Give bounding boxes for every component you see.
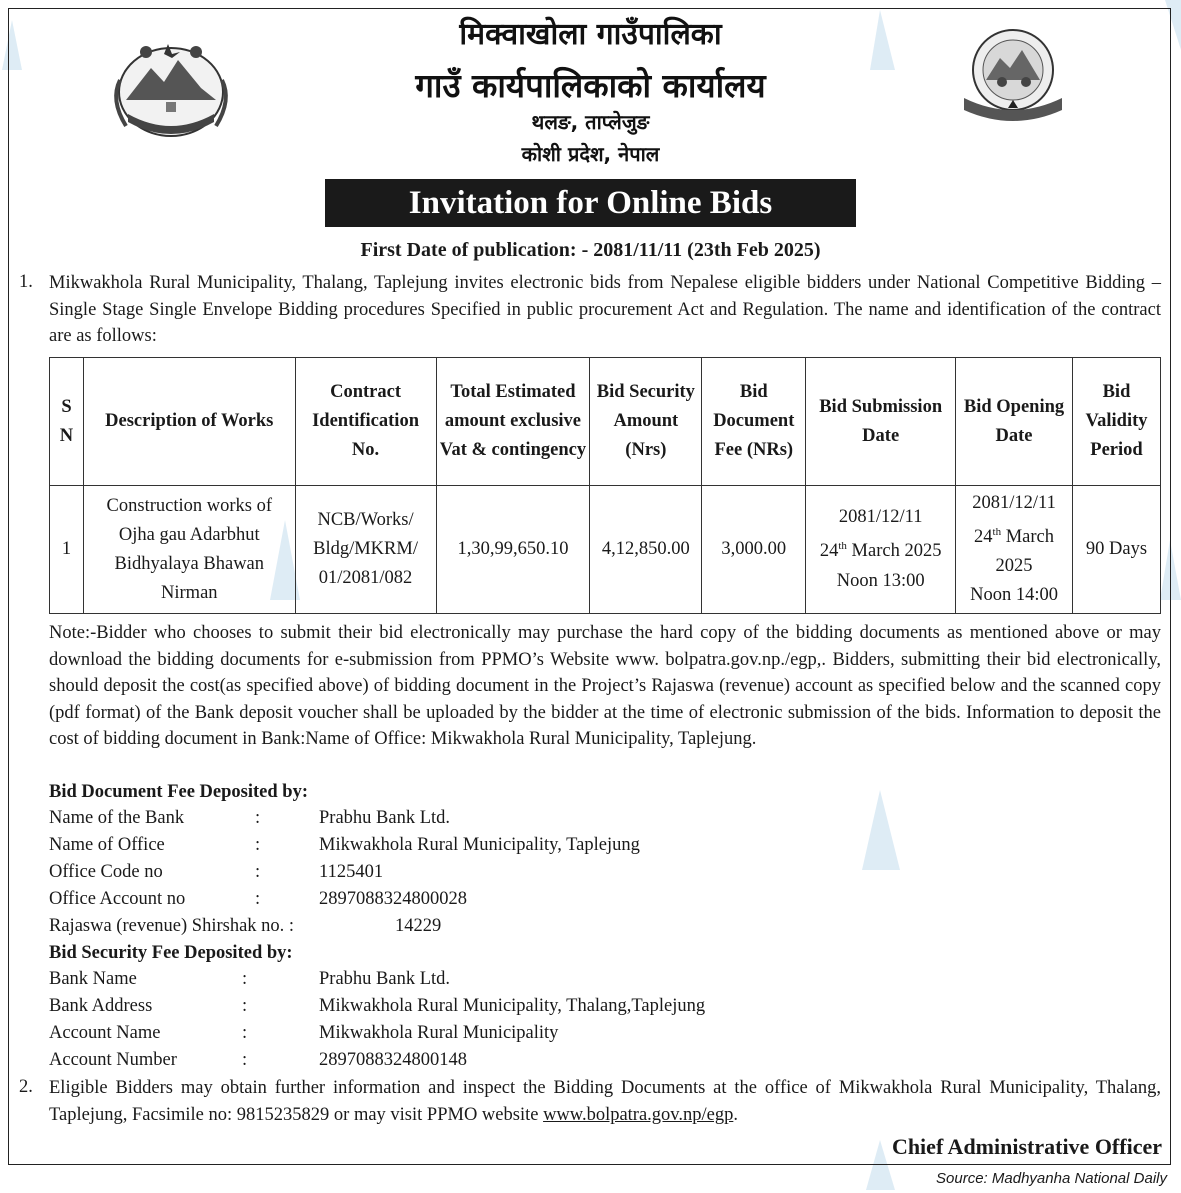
cell-estimated-amount: 1,30,99,650.10 xyxy=(436,486,590,614)
opening-month: March xyxy=(1001,527,1055,548)
publication-date: First Date of publication: - 2081/11/11 (23th Feb 2025) xyxy=(360,239,821,261)
opening-year: 2025 xyxy=(995,556,1033,577)
doc-fee-code-row xyxy=(49,862,949,888)
doc-fee-bank-row xyxy=(49,808,949,834)
security-accname-label: Account Name xyxy=(49,1023,161,1043)
colon: : xyxy=(255,835,261,855)
colon: : xyxy=(242,1050,248,1070)
cell-bid-security: 4,12,850.00 xyxy=(590,486,702,614)
doc-fee-office-label: Name of Office xyxy=(49,835,165,855)
submission-day-suffix: th xyxy=(838,540,847,553)
doc-fee-account-value: 2897088324800028 xyxy=(319,889,467,909)
item-number-2: 2. xyxy=(19,1077,33,1097)
note-paragraph: Note:-Bidder who chooses to submit their bid electronically may purchase the hard copy of the bidding documents as mentioned above or may download the bidding documents for e-submission from PPMO’s Website www. bolpatra.gov.np./egp,. Bidders, submitting their bid electronically, should deposit the cost(as specified above) of bidding document in the Project’s Rajaswa (revenue) account as specified below and the scanned copy (pdf format) of the Bank deposit voucher shall be uploaded by the bidder at the time of electronic submission of the bids. Information to deposit the cost of bidding document in Bank:Name of Office: Mikwakhola Rural Municipality, Taplejung. xyxy=(49,623,1161,749)
colon: : xyxy=(242,1023,248,1043)
cell-validity: 90 Days xyxy=(1072,486,1160,614)
security-bank-value: Prabhu Bank Ltd. xyxy=(319,969,451,989)
cell-sn: 1 xyxy=(50,486,84,614)
security-bank-label: Bank Name xyxy=(49,969,137,989)
header-bid-security: Bid Security Amount (Nrs) xyxy=(590,358,702,486)
security-accnum-label: Account Number xyxy=(49,1050,177,1070)
colon: : xyxy=(255,889,261,909)
item2-paragraph xyxy=(49,1075,1161,1128)
ppmo-website-link[interactable]: www.bolpatra.gov.np/egp xyxy=(543,1104,734,1125)
security-accname-row xyxy=(49,1023,949,1049)
security-accname-value: Mikwakhola Rural Municipality xyxy=(319,1023,559,1043)
opening-date-np: 2081/12/11 xyxy=(972,492,1056,513)
office-name: गाउँ कार्यपालिकाको कार्यालय xyxy=(415,66,766,105)
opening-time: Noon 14:00 xyxy=(970,585,1058,606)
colon: : xyxy=(255,808,261,828)
header-contract-id: Contract Identification No. xyxy=(295,358,436,486)
source-credit: Source: Madhyanha National Daily xyxy=(936,1170,1167,1187)
header-opening-date: Bid Opening Date xyxy=(956,358,1073,486)
submission-date-np: 2081/12/11 xyxy=(838,507,923,528)
doc-fee-rajaswa-label: Rajaswa (revenue) Shirshak no. : xyxy=(49,916,295,936)
security-address-row xyxy=(49,996,949,1022)
office-location: थलङ, ताप्लेजुङ xyxy=(531,110,650,134)
colon: : xyxy=(242,969,248,989)
security-accnum-row xyxy=(49,1050,949,1076)
cell-description: Construction works of Ojha gau Adarbhut Bidhyalaya Bhawan Nirman xyxy=(83,486,295,614)
doc-fee-code-value: 1125401 xyxy=(319,862,384,882)
signoff: Chief Administrative Officer xyxy=(891,1134,1162,1159)
cell-opening-date xyxy=(956,486,1073,614)
header-sn: S N xyxy=(50,358,84,486)
submission-time: Noon 13:00 xyxy=(836,570,925,591)
bid-table xyxy=(49,357,1161,614)
cell-contract-id: NCB/Works/ Bldg/MKRM/ 01/2081/082 xyxy=(295,486,436,614)
submission-day: 24 xyxy=(819,541,839,562)
cell-submission-date xyxy=(806,486,956,614)
table-header-row xyxy=(50,358,1161,486)
intro-paragraph: Mikwakhola Rural Municipality, Thalang, Taplejung invites electronic bids from Nepalese eligible bidders under National Competitive Bidding – Single Stage Single Envelope Bidding procedures Specified in public procurement Act and Regulation. The name and identification of the contract are as follows: xyxy=(49,273,1161,346)
colon: : xyxy=(255,862,261,882)
item2-end: . xyxy=(733,1104,738,1125)
doc-fee-rajaswa-row xyxy=(49,916,949,942)
item-number-1: 1. xyxy=(19,272,33,292)
item2-text: Eligible Bidders may obtain further information and inspect the Bidding Documents at the office of Mikwakhola Rural Municipality, Thalang, Taplejung, Facsimile no: 9815235829 or may visit PPMO website xyxy=(49,1078,1161,1125)
header-document-fee: Bid Document Fee (NRs) xyxy=(702,358,806,486)
doc-fee-rajaswa-value: 14229 xyxy=(395,916,442,936)
security-fee-title: Bid Security Fee Deposited by: xyxy=(49,943,293,963)
security-address-value: Mikwakhola Rural Municipality, Thalang,Taplejung xyxy=(319,996,706,1016)
doc-fee-code-label: Office Code no xyxy=(49,862,163,882)
submission-month: March 2025 xyxy=(846,541,942,562)
doc-fee-office-value: Mikwakhola Rural Municipality, Taplejung xyxy=(319,835,640,855)
cell-document-fee: 3,000.00 xyxy=(702,486,806,614)
table-row xyxy=(50,486,1161,614)
doc-fee-account-row xyxy=(49,889,949,915)
security-bank-row xyxy=(49,969,949,995)
security-address-label: Bank Address xyxy=(49,996,153,1016)
header-description: Description of Works xyxy=(83,358,295,486)
opening-day: 24 xyxy=(974,527,993,548)
notice-title-banner xyxy=(325,179,856,227)
opening-day-suffix: th xyxy=(992,525,1002,538)
doc-fee-bank-label: Name of the Bank xyxy=(49,808,185,828)
doc-fee-title: Bid Document Fee Deposited by: xyxy=(49,782,308,802)
header-validity: Bid Validity Period xyxy=(1072,358,1160,486)
notice-title: Invitation for Online Bids xyxy=(408,184,773,221)
doc-fee-account-label: Office Account no xyxy=(49,889,186,909)
security-accnum-value: 2897088324800148 xyxy=(319,1050,467,1070)
office-province: कोशी प्रदेश, नेपाल xyxy=(521,142,660,166)
header-estimated-amount: Total Estimated amount exclusive Vat & contingency xyxy=(436,358,590,486)
colon: : xyxy=(242,996,248,1016)
municipality-name: मिक्वाखोला गाउँपालिका xyxy=(459,17,722,52)
doc-fee-office-row xyxy=(49,835,949,861)
header-submission-date: Bid Submission Date xyxy=(806,358,956,486)
doc-fee-bank-value: Prabhu Bank Ltd. xyxy=(319,808,451,828)
